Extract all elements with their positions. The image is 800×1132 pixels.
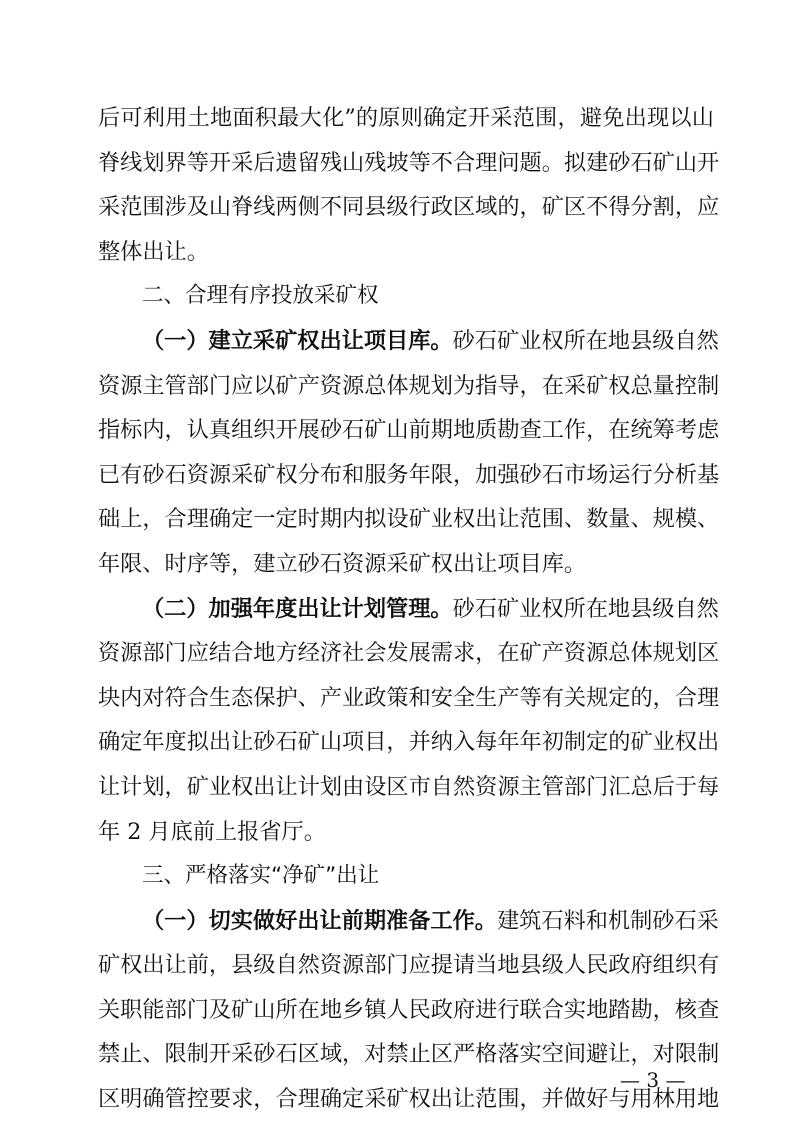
subsection-first-line: [98, 899, 719, 944]
section-heading-3: 三、严格落实“净矿”出让: [142, 863, 380, 889]
paragraph-line: 块内对符合生态保护、产业政策和安全生产等有关规定的，合理: [98, 684, 720, 711]
paragraph-line: 脊线划界等开采后遗留残山残坡等不合理问题。拟建砂石矿山开: [98, 149, 720, 176]
subsection-title: （一）建立采矿权出让项目库。: [142, 327, 453, 354]
paragraph-line: 区明确管控要求，合理确定采矿权出让范围，并做好与用林用地: [98, 1086, 720, 1113]
paragraph-line: 关职能部门及矿山所在地乡镇人民政府进行联合实地踏勘，核查: [98, 996, 720, 1023]
section-heading-2: 二、合理有序投放采矿权: [142, 283, 379, 309]
subsection-text: 建筑石料和机制砂石采: [497, 907, 719, 934]
paragraph-line: 采范围涉及山脊线两侧不同县级行政区域的，矿区不得分割，应: [98, 194, 720, 221]
paragraph-line: 础上，合理确定一定时期内拟设矿业权出让范围、数量、规模、: [98, 506, 720, 533]
paragraph-line: 年 2 月底前上报省厅。: [98, 818, 326, 845]
paragraph-line: 指标内，认真组织开展砂石矿山前期地质勘查工作，在统筹考虑: [98, 417, 720, 444]
subsection-text: 砂石矿业权所在地县级自然: [452, 327, 719, 354]
paragraph-line: 让计划，矿业权出让计划由设区市自然资源主管部门汇总后于每: [98, 773, 720, 800]
paragraph-line: 资源部门应结合地方经济社会发展需求，在矿产资源总体规划区: [98, 640, 720, 667]
subsection-title: （二）加强年度出让计划管理。: [142, 595, 453, 622]
paragraph-line: 后可利用土地面积最大化”的原则确定开采范围，避免出现以山: [98, 105, 714, 131]
subsection-text: 砂石矿业权所在地县级自然: [452, 595, 719, 622]
subsection-first-line: [98, 587, 719, 632]
page-number: — 3 —: [620, 1068, 686, 1092]
document-body: [98, 96, 720, 1122]
paragraph-line: 矿权出让前，县级自然资源部门应提请当地县级人民政府组织有: [98, 952, 720, 979]
paragraph-line: 整体出让。: [98, 238, 209, 265]
paragraph-line: 资源主管部门应以矿产资源总体规划为指导，在采矿权总量控制: [98, 372, 720, 399]
paragraph-line: 年限、时序等，建立砂石资源采矿权出让项目库。: [98, 550, 587, 577]
subsection-title: （一）切实做好出让前期准备工作。: [142, 907, 497, 934]
paragraph-line: 禁止、限制开采砂石区域，对禁止区严格落实空间避让，对限制: [98, 1041, 720, 1068]
paragraph-line: 确定年度拟出让砂石矿山项目，并纳入每年年初制定的矿业权出: [98, 729, 720, 756]
paragraph-line: 已有砂石资源采矿权分布和服务年限，加强砂石市场运行分析基: [98, 461, 720, 488]
subsection-first-line: [98, 319, 719, 364]
